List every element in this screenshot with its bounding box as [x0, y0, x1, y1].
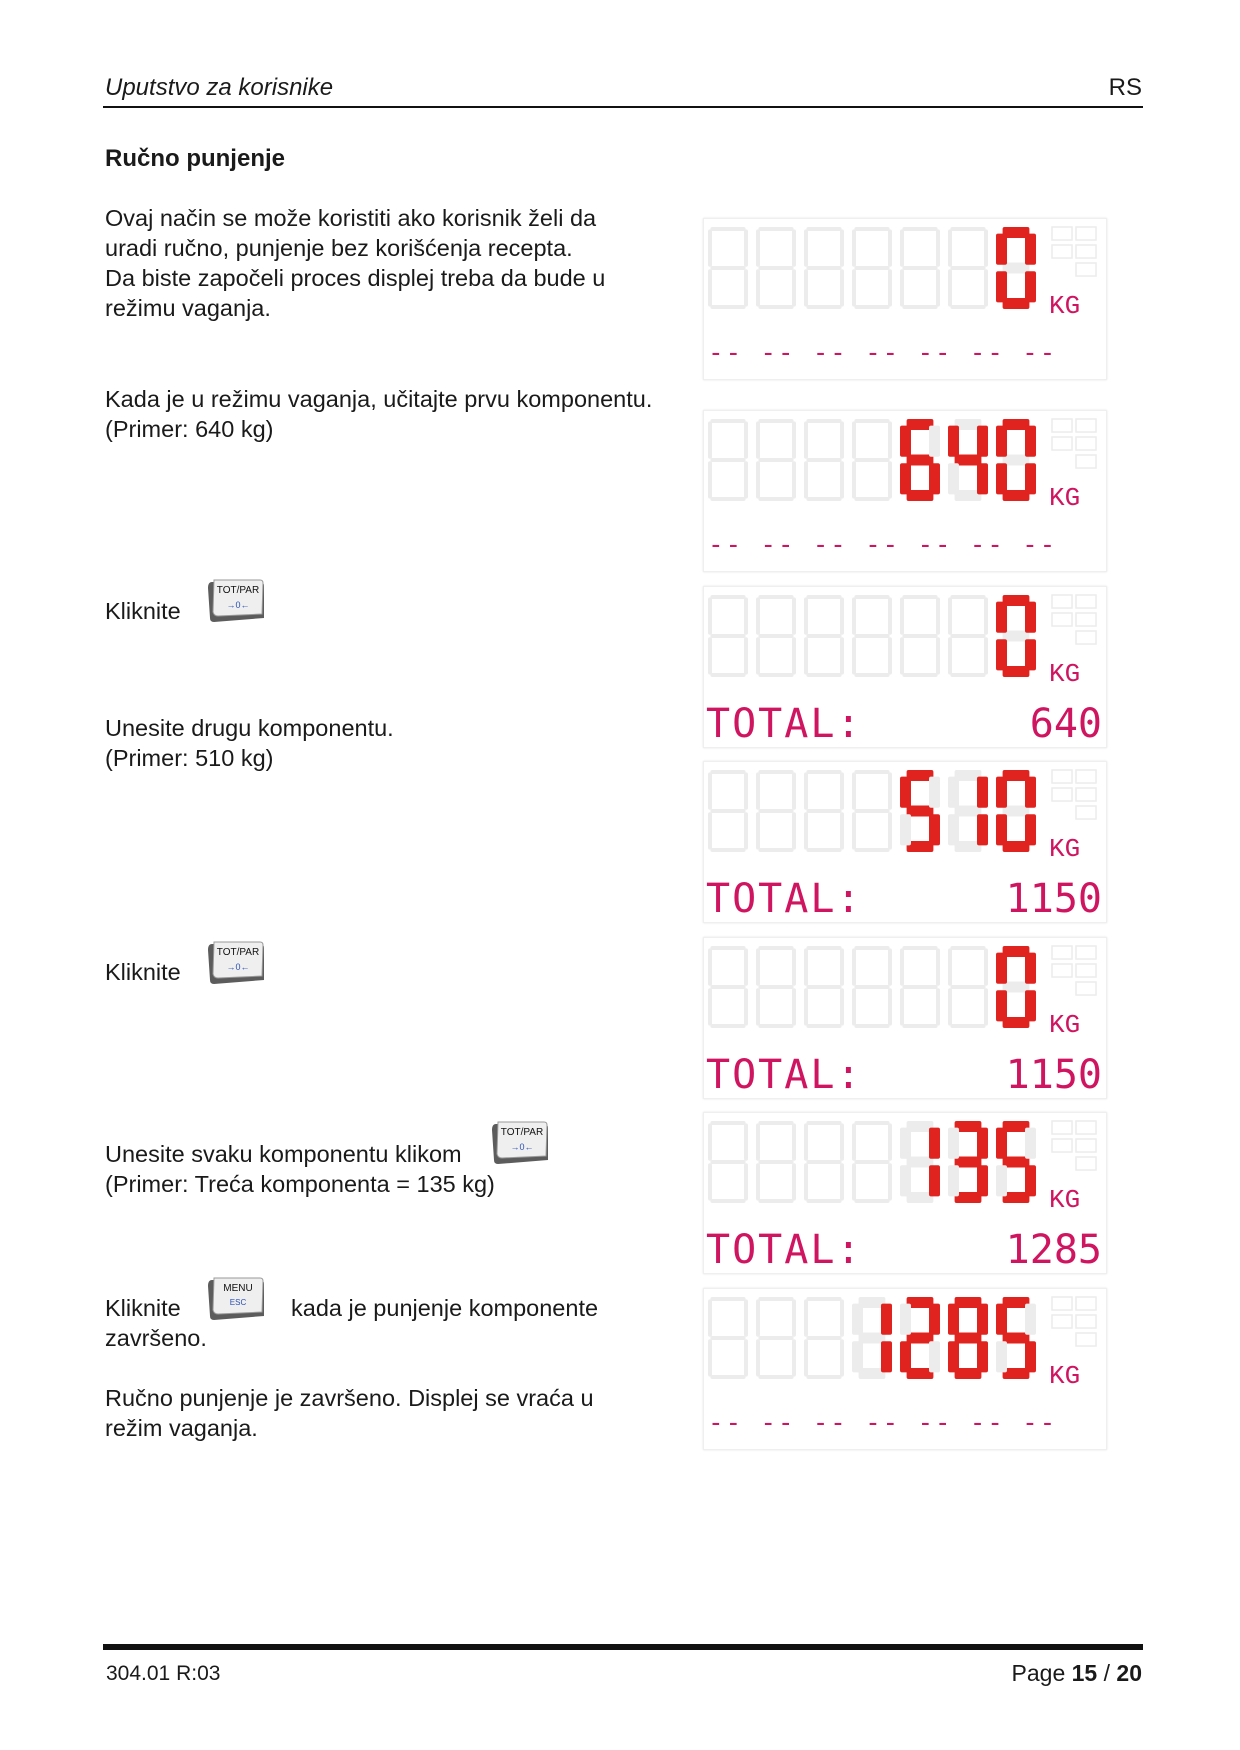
status-icons — [1052, 1297, 1096, 1346]
ghost-digit — [948, 946, 988, 1028]
weight-digit — [996, 595, 1036, 677]
unit-label: KG — [1049, 1010, 1081, 1040]
ghost-digit — [804, 227, 844, 309]
weight-digit — [948, 1297, 988, 1379]
dash-line: -- -- -- -- -- -- -- — [708, 1408, 1058, 1438]
dash-line: -- -- -- -- -- -- -- — [708, 530, 1058, 560]
lcd-display-3 — [703, 586, 1107, 748]
total-value: 1285 — [1005, 1227, 1102, 1273]
weight-digit — [996, 946, 1036, 1028]
document-title: Uputstvo za korisnike — [105, 74, 334, 101]
weight-digit — [996, 227, 1036, 309]
total-label: TOTAL: — [706, 701, 863, 747]
status-icons — [1052, 946, 1096, 995]
ghost-digit — [852, 227, 892, 309]
total-label: TOTAL: — [706, 876, 863, 922]
load-second-paragraph: Unesite drugu komponentu. (Primer: 510 kg) — [105, 715, 394, 771]
ghost-digit — [852, 770, 892, 852]
tot-par-button[interactable] — [206, 578, 264, 624]
weight-digit — [948, 770, 988, 852]
ghost-digit — [708, 227, 748, 309]
ghost-digit — [948, 595, 988, 677]
status-icons — [1052, 1121, 1096, 1170]
load-first-paragraph: Kada je u režimu vaganja, učitajte prvu komponentu. (Primer: 640 kg) — [105, 386, 653, 442]
click-step-2: Kliknite — [105, 959, 181, 985]
page-number: Page 15 / 20 — [1011, 1660, 1142, 1686]
weight-digit — [996, 419, 1036, 501]
ghost-digit — [804, 946, 844, 1028]
status-icons — [1052, 227, 1096, 276]
tot-par-button-2[interactable] — [206, 940, 264, 986]
weight-digit — [900, 1121, 940, 1203]
tot-par-label: TOT/PAR — [500, 1127, 544, 1138]
ghost-digit — [756, 1297, 796, 1379]
lcd-display-5 — [703, 937, 1107, 1099]
ghost-digit — [900, 595, 940, 677]
ghost-digit — [756, 595, 796, 677]
finish-paragraph: Ručno punjenje je završeno. Displej se vraća u režim vaganja. — [105, 1385, 594, 1441]
weight-digit — [900, 1297, 940, 1379]
ghost-digit — [900, 946, 940, 1028]
header-rule — [103, 106, 1143, 108]
unit-label: KG — [1049, 1185, 1081, 1215]
weight-digit — [852, 1297, 892, 1379]
language-code: RS — [1108, 74, 1142, 101]
ghost-digit — [708, 419, 748, 501]
intro-paragraph: Ovaj način se može koristiti ako korisnik želi da uradi ručno, punjenje bez korišćenja recepta. Da biste započeli proces displej treba da bude u režimu vaganja. — [105, 205, 606, 321]
lcd-display-6 — [703, 1112, 1107, 1274]
lcd-display-4 — [703, 761, 1107, 923]
lcd-display-7 — [703, 1288, 1107, 1450]
ghost-digit — [852, 419, 892, 501]
status-icons — [1052, 419, 1096, 468]
weight-digit — [900, 419, 940, 501]
ghost-digit — [804, 1121, 844, 1203]
ghost-digit — [756, 770, 796, 852]
weight-digit — [900, 770, 940, 852]
ghost-digit — [948, 227, 988, 309]
total-label: TOTAL: — [706, 1227, 863, 1273]
section-title: Ručno punjenje — [105, 145, 285, 172]
zero-icon: →0← — [226, 962, 250, 972]
weight-digit — [996, 1121, 1036, 1203]
ghost-digit — [708, 1297, 748, 1379]
unit-label: KG — [1049, 659, 1081, 689]
click-step-1: Kliknite — [105, 598, 181, 624]
weight-digit — [948, 1121, 988, 1203]
tot-par-label: TOT/PAR — [216, 585, 260, 596]
unit-label: KG — [1049, 483, 1081, 513]
lcd-display-2 — [703, 410, 1107, 572]
ghost-digit — [756, 1121, 796, 1203]
ghost-digit — [756, 419, 796, 501]
menu-esc-button[interactable] — [206, 1276, 264, 1322]
zero-icon: →0← — [510, 1142, 534, 1152]
tot-par-label: TOT/PAR — [216, 947, 260, 958]
unit-label: KG — [1049, 291, 1081, 321]
menu-step-suffix: kada je punjenje komponente — [291, 1295, 599, 1321]
unit-label: KG — [1049, 1361, 1081, 1391]
total-value: 1150 — [1005, 1052, 1102, 1098]
status-icons — [1052, 770, 1096, 819]
total-value: 640 — [1029, 701, 1102, 747]
esc-label: ESC — [229, 1298, 247, 1307]
total-value: 1150 — [1005, 876, 1102, 922]
ghost-digit — [756, 946, 796, 1028]
ghost-digit — [756, 227, 796, 309]
ghost-digit — [900, 227, 940, 309]
ghost-digit — [708, 770, 748, 852]
ghost-digit — [852, 946, 892, 1028]
weight-digit — [996, 1297, 1036, 1379]
ghost-digit — [804, 1297, 844, 1379]
ghost-digit — [804, 770, 844, 852]
ghost-digit — [708, 1121, 748, 1203]
weight-digit — [996, 770, 1036, 852]
weight-digit — [948, 419, 988, 501]
dash-line: -- -- -- -- -- -- -- — [708, 338, 1058, 368]
each-component-paragraph: Unesite svaku komponentu klikom (Primer: Treća komponenta = 135 kg) — [105, 1141, 495, 1197]
ghost-digit — [804, 419, 844, 501]
ghost-digit — [852, 1121, 892, 1203]
menu-label: MENU — [223, 1283, 253, 1294]
footer-rule — [103, 1644, 1143, 1650]
unit-label: KG — [1049, 834, 1081, 864]
status-icons — [1052, 595, 1096, 644]
tot-par-button-3[interactable] — [490, 1120, 548, 1166]
zero-icon: →0← — [226, 600, 250, 610]
click-menu-step: Kliknite završeno. — [105, 1295, 207, 1351]
ghost-digit — [708, 595, 748, 677]
lcd-display-1 — [703, 218, 1107, 380]
ghost-digit — [708, 946, 748, 1028]
ghost-digit — [804, 595, 844, 677]
document-code: 304.01 R:03 — [106, 1662, 221, 1685]
total-label: TOTAL: — [706, 1052, 863, 1098]
ghost-digit — [852, 595, 892, 677]
